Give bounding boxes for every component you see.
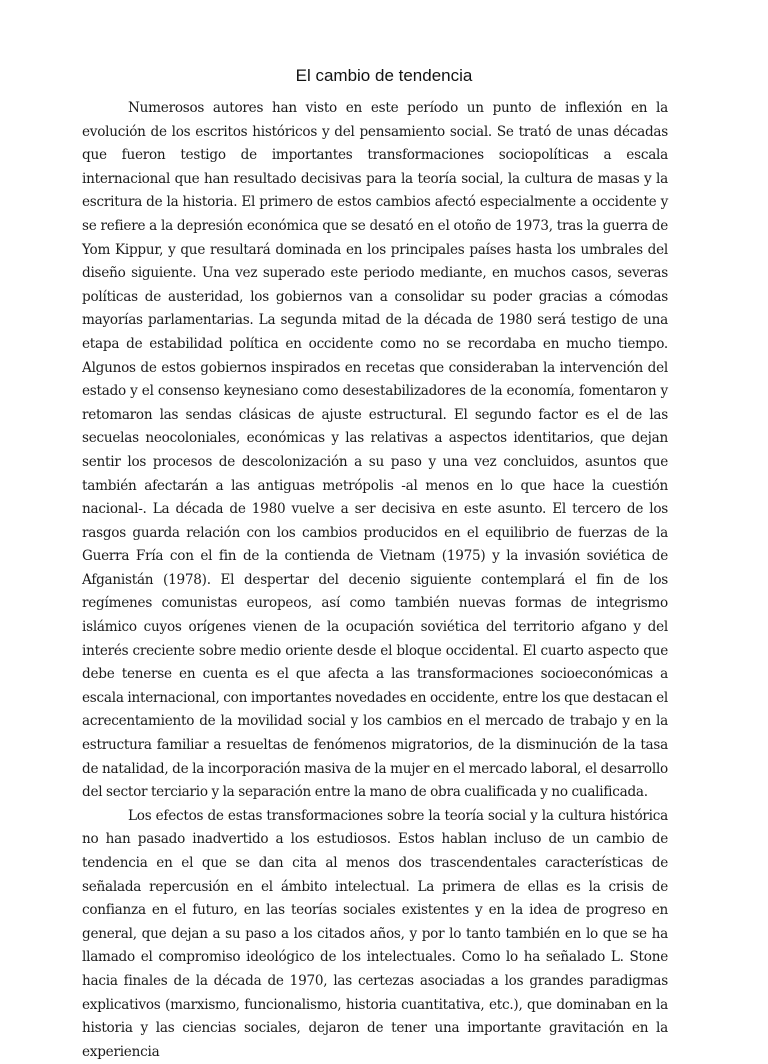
- paragraph: Los efectos de estas transformaciones sobre la teoría social y la cultura histórica no han pasado inadvertido a los estudiosos. Estos hablan incluso de un cambio de tendencia en el que se dan cita al menos dos trascendentales características de señalada repercusión en el ámbito intelectual. La primera de ellas es la crisis de confianza en el futuro, en las teorías sociales existentes y en la idea de progreso en general, que dejan a su paso a los citados años, y por lo tanto también en lo que se ha llamado el compromiso ideológico de los intelectuales. Como lo ha señalado L. Stone hacia finales de la década de 1970, las certezas asociadas a los grandes paradigmas explicativos (marxismo, funcionalismo, historia cuantitativa, etc.), que dominaban en la historia y las ciencias sociales, dejaron de tener una importante gravitación en la experiencia: [82, 807, 668, 1060]
- document-body: [82, 97, 668, 1064]
- paragraph: Numerosos autores han visto en este período un punto de inflexión en la evolución de los escritos históricos y del pensamiento social. Se trató de unas décadas que fueron testigo de importantes transformaciones sociopolíticas a escala internacional que han resultado decisivas para la teoría social, la cultura de masas y la escritura de la historia. El primero de estos cambios afectó especialmente a occidente y se refiere a la depresión económica que se desató en el otoño de 1973, tras la guerra de Yom Kippur, y que resultará dominada en los principales países hasta los umbrales del diseño siguiente. Una vez superado este periodo mediante, en muchos casos, severas políticas de austeridad, los gobiernos van a consolidar su poder gracias a cómodas mayorías parlamentarias. La segunda mitad de la década de 1980 será testigo de una etapa de estabilidad política en occidente como no se recordaba en mucho tiempo. Algunos de estos gobiernos inspirados en recetas que consideraban la intervención del estado y el consenso keynesiano como desestabilizadores de la economía, fomentaron y retomaron las sendas clásicas de ajuste estructural. El segundo factor es el de las secuelas neocoloniales, económicas y las relativas a aspectos identitarios, que dejan sentir los procesos de descolonización a su paso y una vez concluidos, asuntos que también afectarán a las antiguas metrópolis -al menos en lo que hace la cuestión nacional-. La década de 1980 vuelve a ser decisiva en este asunto. El tercero de los rasgos guarda relación con los cambios producidos en el equilibrio de fuerzas de la Guerra Fría con el fin de la contienda de Vietnam (1975) y la invasión soviética de Afganistán (1978). El despertar del decenio siguiente contemplará el fin de los regímenes comunistas europeos, así como también nuevas formas de integrismo islámico cuyos orígenes vienen de la ocupación soviética del territorio afgano y del interés creciente sobre medio oriente desde el bloque occidental. El cuarto aspecto que debe tenerse en cuenta es el que afecta a las transformaciones socioeconómicas a escala internacional, con importantes novedades en occidente, entre los que destacan el acrecentamiento de la movilidad social y los cambios en el mercado de trabajo y en la estructura familiar a resueltas de fenómenos migratorios, de la disminución de la tasa de natalidad, de la incorporación masiva de la mujer en el mercado laboral, el desarrollo del sector terciario y la separación entre la mano de obra cualificada y no cualificada.: [82, 100, 668, 801]
- document-title: El cambio de tendencia: [295, 66, 473, 85]
